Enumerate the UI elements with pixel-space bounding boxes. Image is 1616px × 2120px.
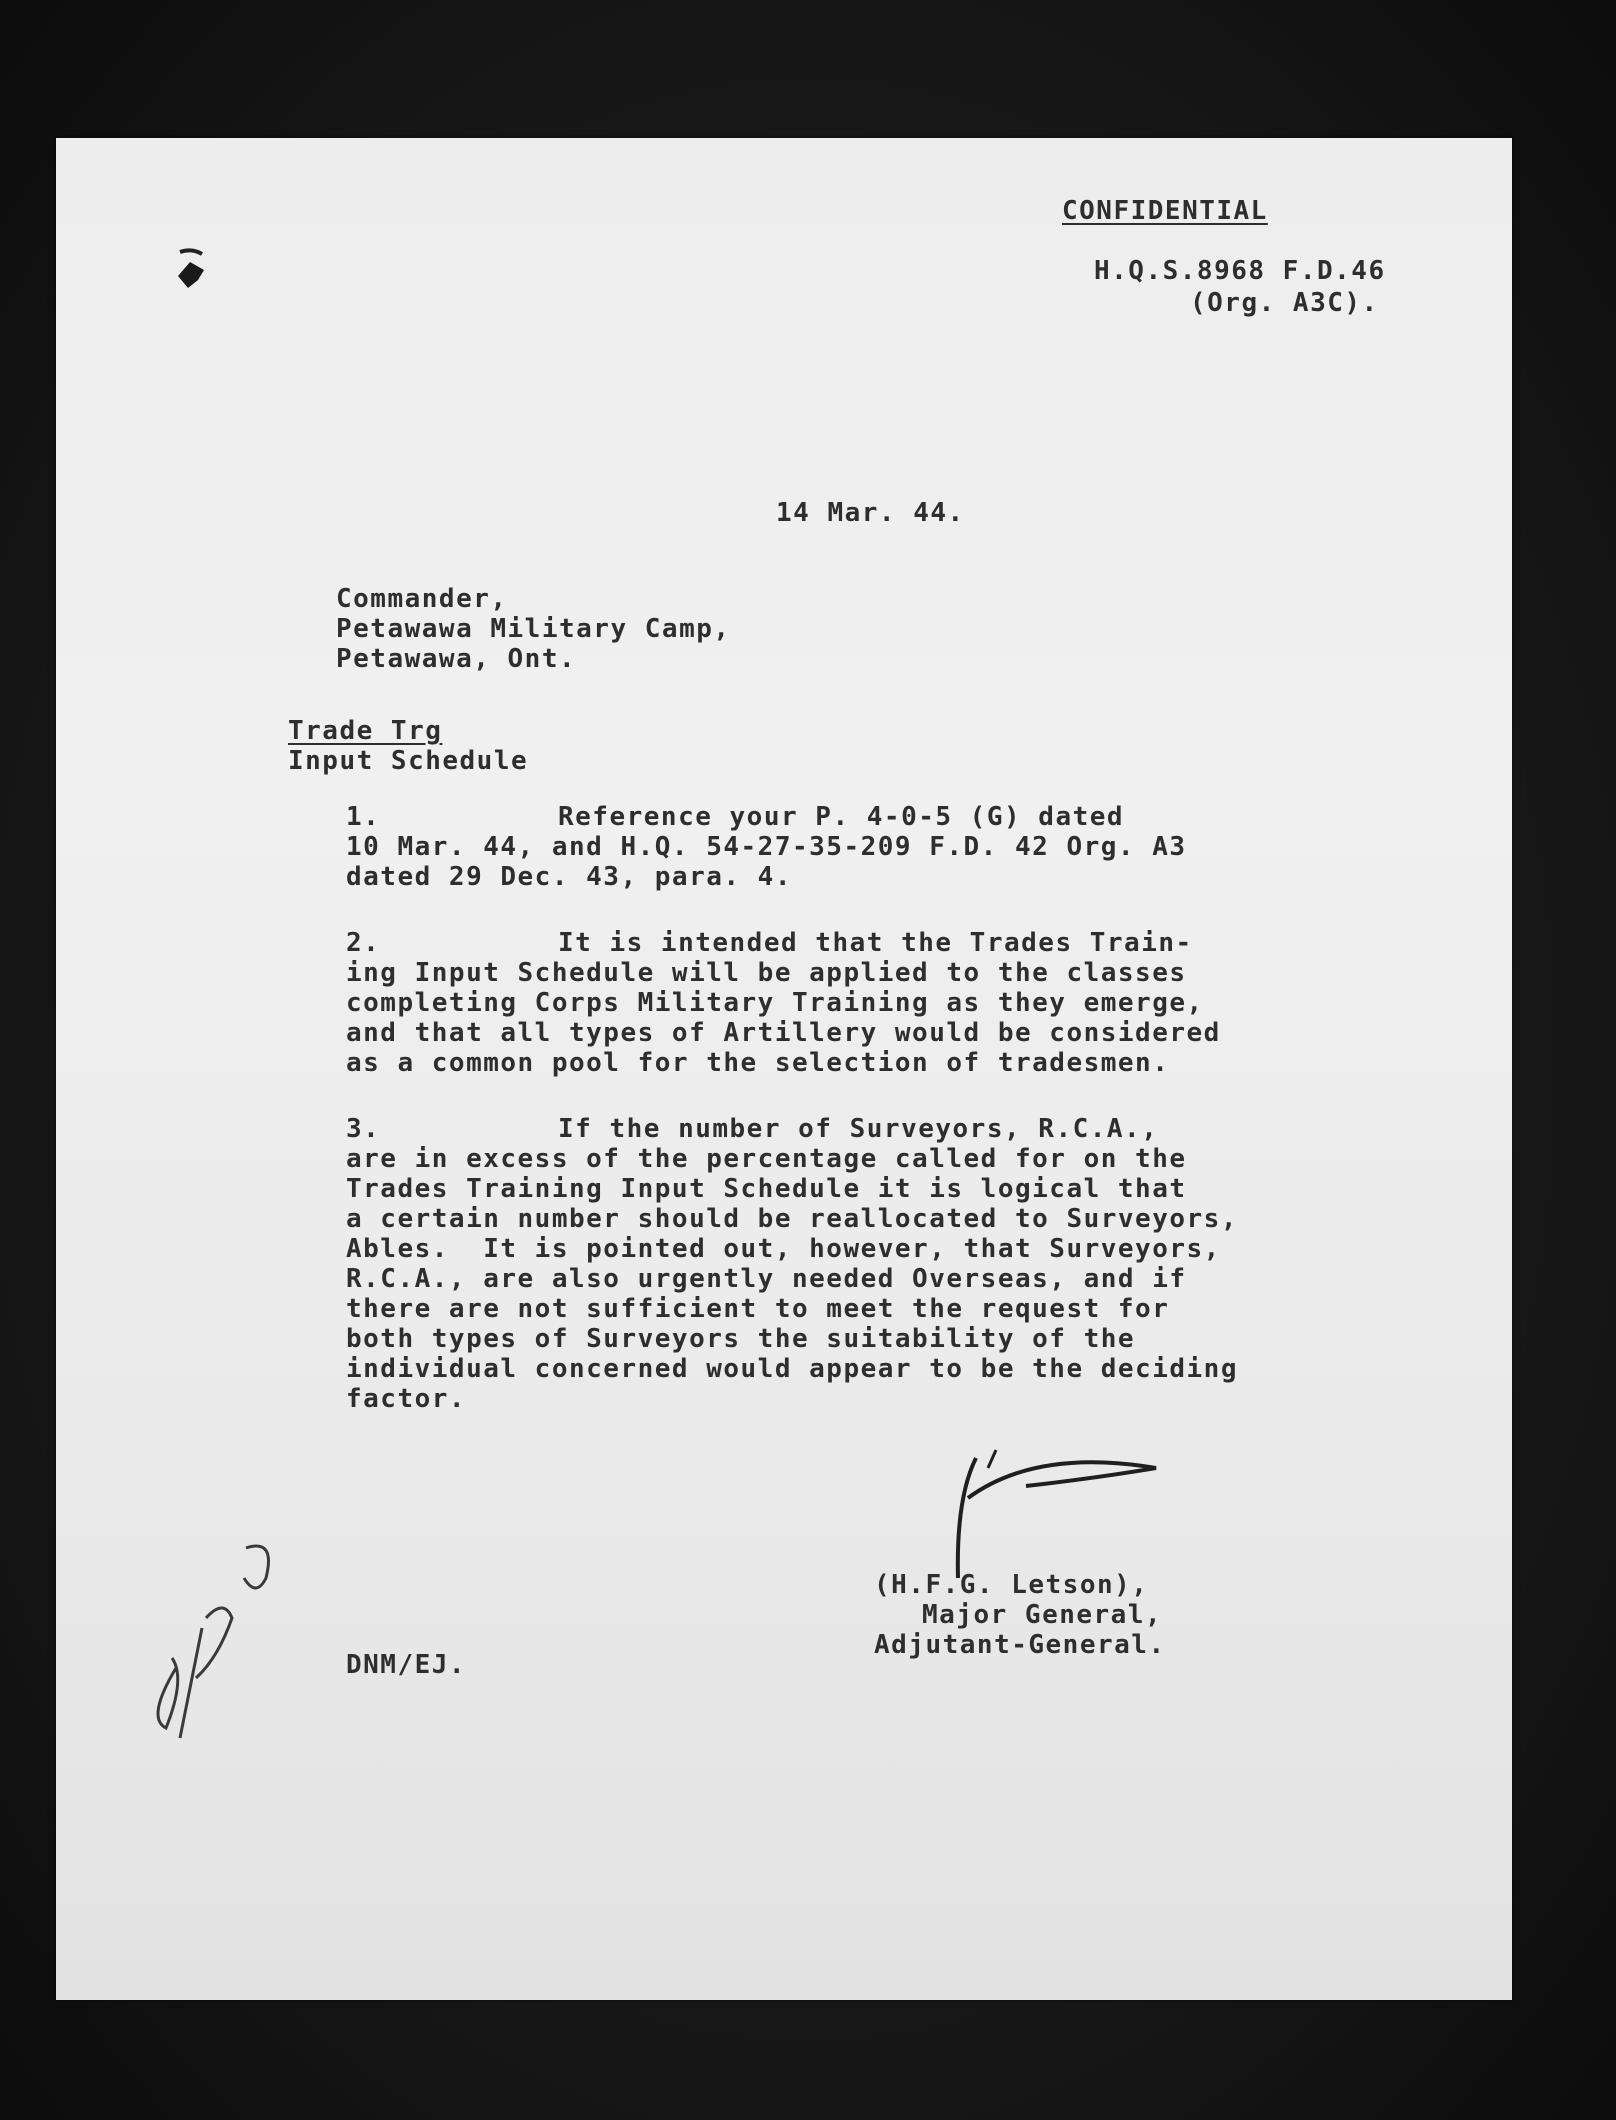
paragraph-line: are in excess of the percentage called for on the — [346, 1144, 1187, 1174]
paragraph-line: Ables. It is pointed out, however, that Surveyors, — [346, 1234, 1221, 1264]
letter-date: 14 Mar. 44. — [776, 498, 965, 528]
paragraph-line: Trades Training Input Schedule it is logical that — [346, 1174, 1187, 1204]
paragraph-line: both types of Surveyors the suitability of the — [346, 1324, 1136, 1354]
addressee-line: Petawawa, Ont. — [336, 644, 577, 674]
paragraph-line: ing Input Schedule will be applied to the classes — [346, 958, 1187, 988]
addressee-line: Commander, — [336, 584, 508, 614]
addressee-line: Petawawa Military Camp, — [336, 614, 731, 644]
signature-scrawl — [916, 1438, 1176, 1588]
reference-initials: DNM/EJ. — [346, 1650, 467, 1680]
signatory-rank: Major General, — [922, 1600, 1163, 1630]
signatory-title: Adjutant-General. — [874, 1630, 1166, 1660]
letter-page — [56, 138, 1512, 2000]
ink-mark-icon — [168, 244, 218, 304]
paragraph-line: completing Corps Military Training as they emerge, — [346, 988, 1204, 1018]
paragraph-number: 1. — [346, 802, 381, 832]
paragraph-line: Reference your P. 4-0-5 (G) dated — [558, 802, 1125, 832]
org-reference: (Org. A3C). — [1190, 288, 1379, 318]
paragraph-line: R.C.A., are also urgently needed Overseas, and if — [346, 1264, 1187, 1294]
paragraph-line: If the number of Surveyors, R.C.A., — [558, 1114, 1159, 1144]
paragraph-line: and that all types of Artillery would be considered — [346, 1018, 1221, 1048]
paragraph-line: 10 Mar. 44, and H.Q. 54-27-35-209 F.D. 42 Org. A3 — [346, 832, 1187, 862]
subject-line: Input Schedule — [288, 746, 529, 776]
paragraph-line: dated 29 Dec. 43, para. 4. — [346, 862, 792, 892]
classification-label: CONFIDENTIAL — [1062, 196, 1268, 226]
margin-initials-scrawl — [106, 1518, 306, 1748]
signatory-name: (H.F.G. Letson), — [874, 1570, 1149, 1600]
file-reference: H.Q.S.8968 F.D.46 — [1094, 256, 1386, 286]
paragraph-line: a certain number should be reallocated to Surveyors, — [346, 1204, 1238, 1234]
paragraph-line: individual concerned would appear to be the deciding — [346, 1354, 1238, 1384]
paragraph-line: there are not sufficient to meet the request for — [346, 1294, 1170, 1324]
paragraph-number: 2. — [346, 928, 381, 958]
paragraph-line: factor. — [346, 1384, 467, 1414]
subject-line: Trade Trg — [288, 716, 443, 746]
paragraph-line: It is intended that the Trades Train- — [558, 928, 1193, 958]
paragraph-number: 3. — [346, 1114, 381, 1144]
paragraph-line: as a common pool for the selection of tradesmen. — [346, 1048, 1170, 1078]
